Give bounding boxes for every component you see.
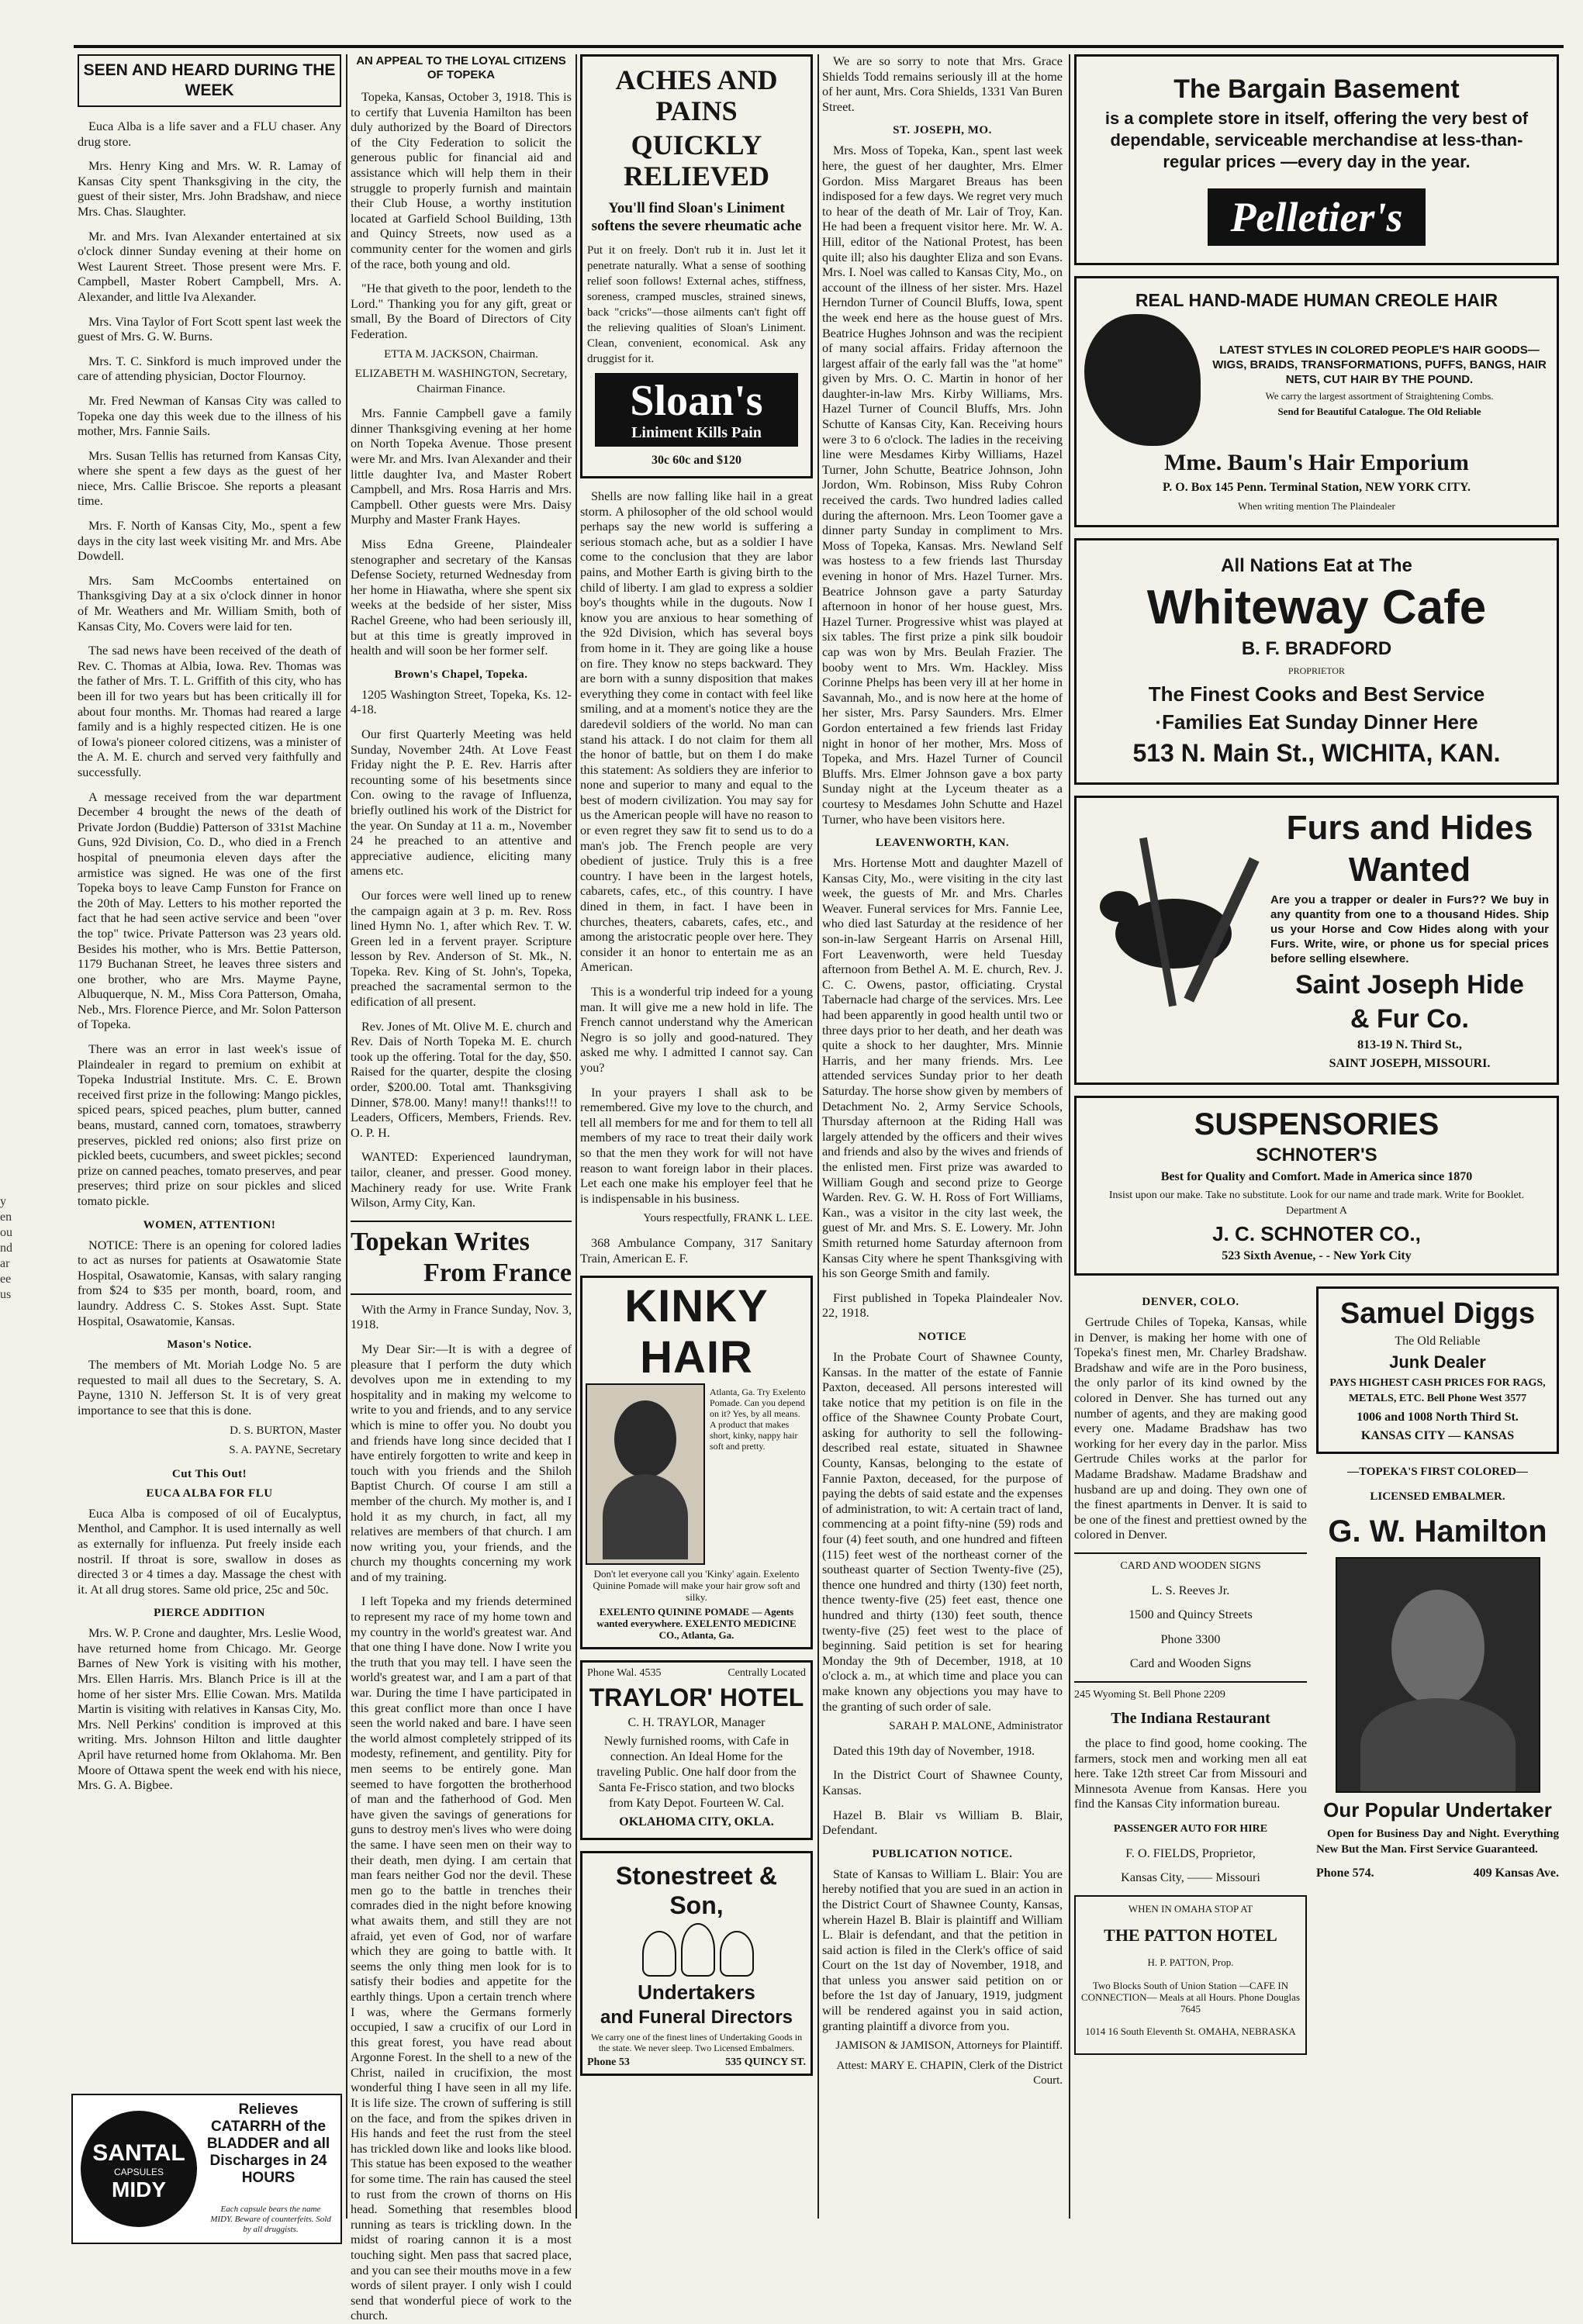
signs-sub: Card and Wooden Signs bbox=[1129, 1656, 1252, 1671]
column-1 bbox=[78, 54, 341, 2219]
bargain-basement-ad bbox=[1074, 54, 1559, 265]
signs-ad bbox=[1074, 1552, 1307, 1672]
appeal-heading: AN APPEAL TO THE LOYAL CITIZENS OF TOPEKA bbox=[356, 54, 566, 81]
samuel-diggs-ad bbox=[1316, 1286, 1559, 1454]
chapel-text: Rev. Jones of Mt. Olive M. E. church and Rev. Dais of North Topeka M. E. church took up the offering. Total for the day, $50. Raised for the quarter, despite the closing order, $200.00. Total amt. Thanksgiving Dinner, $78.00. Many! many!! thanks!!! to Leaders, Officers, Members, Friends. Rev. O. P. H. bbox=[351, 1019, 572, 1140]
denver-heading: DENVER, COLO. bbox=[1142, 1296, 1239, 1308]
suspensories-sub: SCHNOTER'S bbox=[1256, 1145, 1377, 1165]
patton-top: WHEN IN OMAHA STOP AT bbox=[1128, 1902, 1253, 1915]
aches-text: Put it on freely. Don't rub it in. Just let it penetrate naturally. What a sense of soothing relief soon follows! External aches, stiffness, soreness, cramped muscles, strained sinews, back "cricks"—those ailments can't fight off the relieving qualities of Sloan's Liniment. Clean, convenient, economical. Ask any druggist for it. bbox=[587, 244, 806, 365]
auto-line: PASSENGER AUTO FOR HIRE bbox=[1113, 1823, 1268, 1835]
column-2 bbox=[351, 54, 572, 2323]
topekan-text: I left Topeka and my friends determined to represent my race of my home town and my country in the world's greatest war. And that one thing I have done. Now I write you the truth that you may tell. I have seen the world's greatest war, and I am a part of that war. During the time I have participated in this great conflict more than once I have seen the world naked and bare. I have seen the world almost completely stripped of its modesty, refinement, and gentility. Pity for men seems to be entirely gone. Man seemed to have forgotten the brotherhood of man and the fatherhood of God. Men have given the savings of generations for guns to destroy men's lives who were doing the same. I have seen men on their way to their death, men dying. I am certain that man fears neither God nor the devil. These men go to the battle in trenches their comrades died in the night before knowing what awaits them, and still they are not afraid, yet even of God, nor of warfare which they are going to battle with. It seems the only thing men look for is to satisfy their bodies and appetite for the earthly things. Upon a certain trench where I was, where the Germans formerly occupied, I saw a crucifix of our Lord in this great forest, you have read about Argonne Forest. In the shell to a new of the Christ, nailed in crucifixion, the most wonderful thing I have seen in all my life. It is life size. The crown of suffering is still on the face, and from the spikes driven in His hands and feet the rust from the steel has trickled down like and looks like blood. This statue has been exposed to the weather for some time. The rain has caused the steel to rust from the crown of thorns on His head. Something that resembles blood running as tears is trickling down. In the midst of roaring cannon it is a most touching sight. Men pass that sacred place, and you can see their mouths move in a few words of silent prayer. I only wish I could send that wonderful piece of work to the church. bbox=[351, 1594, 572, 2323]
whiteway-address: 513 N. Main St., WICHITA, KAN. bbox=[1132, 739, 1501, 767]
signs-address: 1500 and Quincy Streets bbox=[1128, 1607, 1253, 1622]
traylor-text: Newly furnished rooms, with Cafe in connection. An Ideal Home for the traveling Public. One half door from the Santa Fe-Frisco station, and two blocks from Katy Depot. Fourteen W. Cal. bbox=[596, 1735, 797, 1811]
santal-capsule-icon bbox=[81, 2111, 197, 2227]
margin-text: en bbox=[0, 1210, 12, 1224]
notice-heading: NOTICE bbox=[918, 1330, 967, 1343]
masons-notice-heading: Mason's Notice. bbox=[167, 1338, 252, 1352]
hair-illustration bbox=[1084, 314, 1201, 446]
euca-alba-heading: EUCA ALBA FOR FLU bbox=[146, 1487, 273, 1500]
whiteway-line: The Finest Cooks and Best Service bbox=[1148, 682, 1485, 706]
stonestreet-note: We carry one of the finest lines of Undertaking Goods in the state. We never sleep. Two Licensed Embalmers. bbox=[590, 2032, 803, 2054]
undertaker-heading: Our Popular Undertaker bbox=[1323, 1798, 1552, 1822]
furs-text: Are you a trapper or dealer in Furs?? We buy in any quantity from one to a thousand Hides. Ship us your Horse and Cow Hides along with your Furs. Write, wire, or phone us for special prices before selling elsewhere. bbox=[1270, 893, 1549, 965]
patton-heading: THE PATTON HOTEL bbox=[1104, 1925, 1277, 1946]
news-item: Euca Alba is a life saver and a FLU chaser. Any drug store. bbox=[78, 119, 341, 149]
santal-midy: MIDY bbox=[112, 2177, 166, 2201]
signature: JAMISON & JAMISON, Attorneys for Plaintiff. bbox=[835, 2039, 1063, 2053]
stonestreet-phone: Phone 53 bbox=[587, 2056, 630, 2069]
wanted-ad: WANTED: Experienced laundryman, tailor, cleaner, and presser. Good money. Machinery ready for use. Write Frank Wilson, Army City, Kan. bbox=[351, 1150, 572, 1210]
news-item: Mrs. Sam McCoombs entertained on Thanksgiving Day at a six o'clock dinner in honor of Mr. Weathers and Mr. William Smith, both of Kansas City, Mo. Covers were laid for ten. bbox=[78, 573, 341, 634]
margin-text: ou bbox=[0, 1226, 12, 1239]
traylor-heading: TRAYLOR' HOTEL bbox=[589, 1683, 804, 1712]
topekan-salutation: My Dear Sir:—It is with a degree of pleasure that I perform the duty which devolves upon me in extending to my hospitality and in making my welcome to write to you and friends, and to any service which is mine to offer you. No doubt you and friends have long since decided that I have entirely forgotten to write and keep in touch with you friends and the Shiloh Baptist Church. Of course I am still a member of the church. My mother is, and I hold it as my church, in fact, all my relatives are members of that church. I am now writing you, your friends, and the church my thoughts concerning my work and of my training. bbox=[351, 1342, 572, 1584]
auto-name: F. O. FIELDS, Proprietor, bbox=[1125, 1846, 1256, 1860]
suspensories-address: 523 Sixth Avenue, - - New York City bbox=[1222, 1249, 1412, 1262]
notice-date: Dated this 19th day of November, 1918. bbox=[833, 1743, 1035, 1758]
signature: SARAH P. MALONE, Administrator bbox=[889, 1720, 1063, 1733]
topekan-dateline: With the Army in France Sunday, Nov. 3, 1918. bbox=[351, 1302, 572, 1332]
santal-midy-ad bbox=[71, 2094, 342, 2244]
chapel-text: Our first Quarterly Meeting was held Sunday, November 24th. At Love Feast Friday night the P. E. Rev. Harris after recounting some of his besetments since Con. owing to the ravage of Influenza, briefly outlined his work of the District for the year. On Sunday at 11 a. m., November 24 he preached to an attentive and appreciative audience, eliciting many amens etc. bbox=[351, 727, 572, 879]
col5-lower-right bbox=[1316, 1286, 1559, 2055]
aches-heading-1: ACHES AND PAINS bbox=[615, 64, 778, 126]
st-joseph-heading: ST. JOSEPH, MO. bbox=[893, 124, 992, 137]
indiana-restaurant-ad bbox=[1074, 1681, 1307, 1886]
letter-text: Shells are now falling like hail in a great storm. A philosopher of the old school would perhaps say the new world is suffering a serious stomach ache, but as a soldier I have come to the conclusion that they are labor pains, and Mother Earth is giving birth to the child of liberty. I am glad to express a soldier boy's thoughts while in the dugouts. Now I know you are anxious to hear something of the 92d Division, which has several boys from home in it. They are going like a house on fire. They know no steps backward. They are born with a sunny disposition that makes everything they come in contact with feel like smiling, and at a moment's notice they are the daredevil soldiers of the world. No man can stand his attack. I do not claim for them all the honor of battle, but on them I do make this statement: As soldiers they are inferior to none and superior to many and equal to the best of modern civilization. You may say for us the American people will have no reason to or even regret they saw fit to send us to do a man's job. The French people are very obedient of justice. Truly this is a free country. I have been in the largest hotels, cabarets, cafes, etc., of this country. I have dined in them, in fact. I have been in churches, theaters, cabarets, cafes, etc., and among the aristocratic people over here. They consider it an honor to entertain me as an American. bbox=[580, 489, 813, 975]
news-item: Miss Edna Greene, Plaindealer stenographer and secretary of the Kansas Defense Society, returned Wednesday from her home in Hiawatha, where she spent six weeks at the bedside of her sister, Miss Rachel Greene, who had been seriously ill, but at this time is greatly improved in health and will soon be her former self. bbox=[351, 537, 572, 658]
indiana-text: the place to find good, home cooking. The farmers, stock men and working men all eat here. Take 12th street Car from Missouri and Minnesota Avenue from Kansas. Here you find the Kansas City information bureau. bbox=[1074, 1736, 1307, 1811]
margin-text: nd bbox=[0, 1241, 12, 1255]
undertaker-contact bbox=[1316, 1866, 1559, 1880]
kinky-side-text: Atlanta, Ga. Try Exelento Pomade. Can you depend on it? Yes, by all means. A product that makes short, kinky, nappy hair soft and pretty. bbox=[710, 1386, 806, 1452]
whiteway-line: ·Families Eat Sunday Dinner Here bbox=[1155, 710, 1478, 734]
top-rule bbox=[74, 45, 1564, 48]
furs-heading-2: Wanted bbox=[1348, 851, 1471, 889]
kinky-hair-ad bbox=[580, 1276, 813, 1649]
suspensories-heading: SUSPENSORIES bbox=[1194, 1107, 1440, 1141]
stonestreet-address: 535 QUINCY ST. bbox=[725, 2056, 806, 2069]
publication-notice-text: State of Kansas to William L. Blair: You are hereby notified that you are sued in an action in the District Court of Shawnee County, Kansas, wherein Hazel B. Blair is plaintiff and William L. Blair is defendant, and that the petition in said action is filed in the Clerk's office of said Court on the 1st day of November, 1918, and that unless you answer said petition on or before the 1st day of January, 1919, judgment will be rendered against you in said action, granting plaintiff a divorce from you. bbox=[822, 1866, 1063, 2033]
euca-alba-text: Euca Alba is composed of oil of Eucalyptus, Menthol, and Camphor. It is used internally as well as externally for influenza. Put freely inside each nostril. If throat is sore, swallow in doses as directed 3 or 4 times a day. Massage the chest with it. At all drug stores. Same old price, 25c and 50c. bbox=[78, 1506, 341, 1597]
masons-notice-text: The members of Mt. Moriah Lodge No. 5 are requested to mail all dues to the Secretary, S. A. Payne, 1310 N. Jefferson St. It is of very great importance to see that this is done. bbox=[78, 1358, 341, 1418]
aches-subhead: You'll find Sloan's Liniment softens the severe rheumatic ache bbox=[591, 200, 802, 234]
furs-company-2: & Fur Co. bbox=[1350, 1004, 1469, 1034]
suspensories-line: Insist upon our make. Take no substitute. Look for our name and trade mark. Write for Booklet. Department A bbox=[1108, 1190, 1525, 1217]
traylor-phone-row bbox=[587, 1667, 806, 1680]
kinky-bottom: EXELENTO QUININE POMADE — Agents wanted everywhere. EXELENTO MEDICINE CO., Atlanta, Ga. bbox=[596, 1606, 797, 1642]
furs-address: SAINT JOSEPH, MISSOURI. bbox=[1329, 1057, 1491, 1070]
hamilton-ad bbox=[1316, 1465, 1559, 1549]
santal-note: Each capsule bears the name MIDY. Beware of counterfeits. Sold by all druggists. bbox=[210, 2205, 331, 2234]
animal-illustration bbox=[1084, 806, 1263, 1023]
news-item: There was an error in last week's issue of Plaindealer in regard to premium on exhibit at Topeka Industrial Institute. Mrs. C. E. Brown received first prize in the following: Mango pickles, spiced pears, spiced peaches, plum butter, canned beans, mustard, canned corn, tomatoes, strawberry preserves, pickled red onions; also first prize on pickled beets, cucumbers, and sweet pickles; second prize on canned peaches, tomato preserves, and pear preserves; third prize on sour pickles and sliced tomato pickle. bbox=[78, 1042, 341, 1208]
traylor-phone: Phone Wal. 4535 bbox=[587, 1667, 662, 1680]
furs-hides-ad bbox=[1074, 796, 1559, 1085]
signature: S. A. PAYNE, Secretary bbox=[229, 1444, 341, 1457]
browns-chapel-heading: Brown's Chapel, Topeka. bbox=[394, 668, 528, 681]
pierce-addition-heading: PIERCE ADDITION bbox=[154, 1607, 265, 1620]
kinky-caption: Don't let everyone call you 'Kinky' again. Exelento Quinine Pomade will make your hair grow soft and silky. bbox=[593, 1568, 800, 1604]
creole-heading: REAL HAND-MADE HUMAN CREOLE HAIR bbox=[1135, 290, 1498, 310]
santal-headline: Relieves CATARRH of the BLADDER and all Discharges in 24 HOURS bbox=[206, 2101, 330, 2186]
topekan-heading-1: Topekan Writes bbox=[351, 1227, 530, 1256]
section-header-seen-and-heard: SEEN AND HEARD DURING THE WEEK bbox=[78, 54, 341, 107]
furs-body bbox=[1084, 806, 1549, 1075]
creole-note: Send for Beautiful Catalogue. The Old Reliable bbox=[1277, 405, 1481, 417]
margin-text: y bbox=[0, 1195, 6, 1208]
news-item: Mrs. Vina Taylor of Fort Scott spent last week the guest of Mrs. G. W. Burns. bbox=[78, 314, 341, 344]
letter-closing: Yours respectfully, FRANK L. LEE. bbox=[643, 1212, 813, 1225]
women-attention-heading: WOMEN, ATTENTION! bbox=[143, 1218, 276, 1231]
lilies-illustration bbox=[627, 1923, 766, 1977]
patton-hotel-ad bbox=[1074, 1895, 1307, 2055]
patton-prop: H. P. PATTON, Prop. bbox=[1147, 1956, 1234, 1969]
signature: ELIZABETH M. WASHINGTON, Secretary, Chairman Finance. bbox=[354, 368, 568, 395]
diggs-address: 1006 and 1008 North Third St. bbox=[1357, 1411, 1519, 1424]
whiteway-owner: B. F. BRADFORD bbox=[1241, 638, 1392, 659]
column-divider bbox=[575, 54, 577, 2219]
woman-portrait-illustration bbox=[586, 1383, 705, 1565]
probate-notice-text: In the Probate Court of Shawnee County, Kansas. In the matter of the estate of Fannie Paxton, deceased. All persons interested will take notice that my petition is on file in the office of the Shawnee County Probate Court, asking for authority to sell the following-described real estate, situated in Shawnee County, Kansas, belonging to the estate of Fannie Paxton, deceased, for the purpose of paying the debts of said estate and the expenses of administration, to wit: A certain tract of land, commencing at a point fifty-nine (59) rods and four (4) feet south, and one hundred and fifteen (115) feet west of the northeast corner of the southeast quarter of Section Twenty-five (25), thence one hundred and thirty (130) feet north, thence twenty-five (25) feet east, thence one hundred and thirty (130) feet south, thence twenty-five (25) feet west to the place of beginning. Said petition is set for hearing Monday the 9th of December, 1918, at 10 o'clock a. m., at which time and place you can make known any objections you may have to the granting of such order of sale. bbox=[822, 1349, 1063, 1714]
leavenworth-text: Mrs. Hortense Mott and daughter Mazell of Kansas City, Mo., were visiting in the city last week, the guests of Mr. and Mrs. Charles Weaver. Funeral services for Mrs. Fannie Lee, who died last Saturday at the residence of her son-in-law Sergeant Harris on Arsenal Hill, Fort Leavenworth, were held Tuesday afternoon from Bethel A. M. E. church, Rev. J. C. C. Owens, pastor, officiating. Crystal Tabernacle had charge of the services. Mrs. Lee had been apparently in good health until two or three days prior to her death, and her death was quite a shock to her daughter, Mrs. Minnie Harris, and her many friends. Mrs. Lee attended services Sunday prior to her death Saturday. The horse show given by members of Detachment No. 2, Army Service Schools, Thursday afternoon at the Riding Hall was largely attended by the officers and their wives and friends and also by the wives and friends of the enlisted men. First prize was awarded to William Gough and second prize to George Warden. Rev. G. W. H. Ross of Fort Williams, Kan., was a visitor in the city last week, the guest of Mr. and Mrs. S. E. Lowery. Mr. John Smith returned home Saturday afternoon from Kansas City where he spent Thanksgiving with his son George Smith and family. bbox=[822, 856, 1063, 1281]
suspensories-company: J. C. SCHNOTER CO., bbox=[1212, 1222, 1421, 1245]
sloans-prices: 30c 60c and $120 bbox=[652, 454, 741, 467]
sloans-name: Sloan's bbox=[630, 377, 763, 425]
margin-text: ar bbox=[0, 1257, 10, 1270]
creole-name: Mme. Baum's Hair Emporium bbox=[1164, 450, 1469, 475]
whiteway-cafe-ad bbox=[1074, 538, 1559, 785]
news-item: Mrs. Henry King and Mrs. W. R. Lamay of Kansas City spent Thanksgiving in the city, the guest of their sister, Mrs. John Bradshaw, and niece Mrs. Chas. Slaughter. bbox=[78, 159, 341, 219]
appeal-text: Topeka, Kansas, October 3, 1918. This is to certify that Luvenia Hamilton has been duly authorized by the Board of Directors of the City Federation to solicit the generous public for financial aid and assistance which will help them in their struggle to properly furnish and maintain their Club House, a worthy institution located at Garfield School Building, 13th and Quincy Streets, now used as a community center for the women and girls of the race, both young and old. bbox=[351, 90, 572, 271]
creole-hair-ad bbox=[1074, 276, 1559, 527]
furs-address: 813-19 N. Third St., bbox=[1357, 1038, 1462, 1051]
sloans-logo bbox=[595, 373, 798, 447]
bargain-text: is a complete store in itself, offering the very best of dependable, serviceable merchandise at less-than-regular prices —every day in the year. bbox=[1104, 109, 1529, 171]
column-divider bbox=[346, 54, 347, 2219]
creole-body bbox=[1084, 314, 1549, 446]
pierce-addition-text: Mrs. W. P. Crone and daughter, Mrs. Leslie Wood, have returned home from Chicago. Mr. George Barnes of New York is visiting with his mother, Mrs. Ellen Harris. Mrs. Blanch Price is ill at the home of her sister Mrs. Ellie Cowan. Mrs. Matilda Martin is visiting with relatives in Kansas City, Mo. Mrs. Nell Perkins' condition is improved at this writing. Mrs. Johnson Hilton and little daughter April have returned home from Oklahoma. Mr. Ben Moore of Ottawa spent the week end with his niece, Mrs. G. A. Bigbee. bbox=[78, 1626, 341, 1793]
sloans-liniment-ad bbox=[580, 54, 813, 478]
undertaker-phone: Phone 574. bbox=[1316, 1866, 1374, 1880]
stonestreet-sub2: and Funeral Directors bbox=[600, 2007, 793, 2029]
news-item: We are so sorry to note that Mrs. Grace Shields Todd remains seriously ill at the home of her aunt, Mrs. Cora Shields, 1331 Van Buren Street. bbox=[822, 54, 1063, 114]
suspensories-ad bbox=[1074, 1096, 1559, 1276]
kinky-body bbox=[586, 1383, 807, 1565]
column-4 bbox=[822, 54, 1063, 2219]
topekan-heading-2: From France bbox=[423, 1258, 572, 1287]
traylor-city: OKLAHOMA CITY, OKLA. bbox=[619, 1815, 774, 1829]
news-item: Mrs. F. North of Kansas City, Mo., spent a few days in the city last week visiting Mr. and Mrs. Abe Dowdell. bbox=[78, 519, 341, 564]
news-item: Mrs. T. C. Sinkford is much improved under the care of attending physician, Doctor Flournoy. bbox=[78, 354, 341, 384]
auto-city: Kansas City, —— Missouri bbox=[1121, 1870, 1260, 1885]
undertaker-text: Open for Business Day and Night. Everything New But the Man. First Service Guaranteed. bbox=[1316, 1828, 1559, 1856]
undertaker-portrait bbox=[1336, 1557, 1540, 1793]
stonestreet-ad bbox=[580, 1851, 813, 2076]
furs-company-1: Saint Joseph Hide bbox=[1295, 970, 1524, 1000]
hamilton-top: —TOPEKA'S FIRST COLORED— bbox=[1347, 1466, 1528, 1478]
appeal-quote: "He that giveth to the poor, lendeth to the Lord." Thanking you for any gift, great or small, By the Board of Directors of City Federation. bbox=[351, 281, 572, 341]
signature: ETTA M. JACKSON, Chairman. bbox=[384, 347, 538, 361]
notice-pub-line: First published in Topeka Plaindealer Nov. 22, 1918. bbox=[822, 1290, 1063, 1321]
column-divider bbox=[1069, 54, 1070, 2219]
st-joseph-text: Mrs. Moss of Topeka, Kan., spent last week here, the guest of her daughter, Mrs. Elmer Gordon. Miss Margaret Breaus has been indisposed for a few days. We regret very much to hear of the death of Mr. Lair of Troy, Kan. He had been a frequent visitor here. Mr. W. A. Hill, editor of the National Protest, has been quite ill; also his daughter Eliza and son Evans. Mrs. I. Noel was called to Kansas City, Mo., on account of the illness of her sister. Mrs. Hazel Herndon Turner of Council Bluffs, Iowa, spent the week end here as the house guest of Mrs. Beatrice Hughes Johnson and was the recipient of many social affairs. Friday afternoon the largest affair of the early fall was the "at home" given by Mrs. O. C. Martin in honor of her daughter-in-law Mrs. Kirby Williams, Mrs. Hazel Turner of Council Bluffs, Mrs. John Schutte of Kansas City, Kan. Receiving hours were 3 to 6 o'clock. The ladies in the receiving line were Mesdames Kirby Williams, Hazel Turner, John Schutte, Beatrice Johnson, John Jordon, Wm. Robinson, Miss Ruby Cohron received the cards. Two hundred ladies called during the afternoon. Mrs. Leon Toomer gave a dinner party Sunday in compliment to Mrs. Moss of Topeka, Kansas. Mrs. Newland Self was hostess to a few friends last Thursday evening in honor of Mrs. Hazel Turner. Mrs. Beatrice Johnson gave a party Saturday afternoon in honor of her house guest, Mrs. Hazel Turner. Progressive whist was played at six tables. The first prize a pink silk boudoir cap was won by Mrs. Beulah Frazier. The booby went to Mrs. Wm. Hackley. Miss Corinne Phelps has been very ill at her home in Savannah, Mo., and is now here at the home of her sister, Mrs. Parsy Saunders. Mrs. Elmer Gordon entertained a few friends last Friday night in honor of her mother, Mrs. Moss of Topeka, and Mrs. Hazel Turner of Council Bluffs. Mrs. Elmer Johnson gave a box party Sunday night at the Lyceum theater as a courtesy to Mesdames John Schutte and Hazel Turner, who have been visitors here. bbox=[822, 143, 1063, 827]
news-item: Mr. and Mrs. Ivan Alexander entertained at six o'clock dinner Sunday evening at their home on West Laurent Street. Those present were Mrs. F. Campbell, Master Robert Campbell, Mrs. A. Alexander, and little Iva Alexander. bbox=[78, 229, 341, 304]
kinky-heading: KINKY HAIR bbox=[624, 1281, 769, 1383]
indiana-heading: The Indiana Restaurant bbox=[1111, 1710, 1270, 1728]
signature: D. S. BURTON, Master bbox=[230, 1424, 341, 1437]
indiana-address: 245 Wyoming St. Bell Phone 2209 bbox=[1074, 1688, 1225, 1701]
news-item: A message received from the war department December 4 brought the news of the death of Private Jordon (Buddie) Patterson of 331st Machine Guns, 92d Division, Co. D., who died in a French hospital of pneumonia eleven days after the armistice was signed. He was one of the first Topeka boys to leave Camp Funston for France on the 20th of May. Letters to his mother reported the fact that he had seen active service and been "over the top" twice. Private Patterson was 23 years old. Besides his mother, who is Mrs. Bettie Patterson, 1179 Buchanan Street, he leaves three sisters and one brother, who are Mrs. Mayme Payne, Albuquerque, N. M., Miss Cora Patterson, Omaha, Neb., Mrs. Florence Pierce, and Mr. Solon Patterson of Topeka. bbox=[78, 789, 341, 1032]
stonestreet-sub1: Undertakers bbox=[638, 1980, 755, 2005]
column-divider bbox=[817, 54, 819, 2219]
diggs-sub: The Old Reliable bbox=[1395, 1335, 1481, 1348]
stonestreet-contact bbox=[587, 2056, 806, 2069]
traylor-hotel-ad bbox=[580, 1660, 813, 1840]
traylor-location: Centrally Located bbox=[728, 1667, 806, 1680]
publication-notice-heading: PUBLICATION NOTICE. bbox=[872, 1847, 1013, 1860]
letter-text: This is a wonderful trip indeed for a young man. It will give me a new hold in life. The French cannot understand why the American Negro is so jolly and good-natured. They asked me why. I admitted I cannot say. Can you? bbox=[580, 985, 813, 1075]
chapel-text: Our forces were well lined up to renew the campaign again at 3 p. m. Rev. Ross lined Hymn No. 1, after which Rev. T. W. Green led in a fervent prayer. Scripture lesson by Rev. Anderson of St. Mk., N. Topeka. Rev. King of St. John's, Topeka, preached the sacramental sermon to the edification of all present. bbox=[351, 888, 572, 1010]
news-item: The sad news have been received of the death of Rev. C. Thomas at Albia, Iowa. Rev. Thomas was the father of Mrs. T. L. Griffith of this city, who has been ill for two years but has been critically ill for about four months. Mr. Thomas had reared a large family and is a highly respected citizen. He is one of Iowa's pioneer colored citizens, was a minister of the A. M. E. church and served very faithfully and successfully. bbox=[78, 644, 341, 779]
undertaker-address: 409 Kansas Ave. bbox=[1473, 1866, 1559, 1880]
traylor-manager: C. H. TRAYLOR, Manager bbox=[627, 1716, 766, 1730]
signs-phone: Phone 3300 bbox=[1160, 1632, 1221, 1646]
whiteway-role: PROPRIETOR bbox=[1287, 665, 1346, 676]
news-item: Mrs. Fannie Campbell gave a family dinner Thanksgiving evening at her home on North Topeka Avenue. Those present were Mr. and Mrs. Ivan Alexander and their little daughter Iva, and Master Robert Campbell, and Mrs. Rosa Harris and Mrs. Campbell. Other guests were Mrs. Daisy Murphy and Master Frank Hayes. bbox=[351, 406, 572, 527]
denver-text: Gertrude Chiles of Topeka, Kansas, while in Denver, is making her home with one of Topeka's finest men, Mr. Charley Bradshaw. Bradshaw and wife are in the Poro business, the only parlor of its kind owned by the colored in Denver. She has turned out any number of agents, and they are making good every one. Madame Bradshaw has two working for her every day in the parlor. Miss Gertrude Chiles works at the parlor for Madame Bradshaw. Madame Bradshaw and husband are up and doing. They own one of the finest apartments in Denver. It is said to be one of the finest and prettiest owned by the colored in Denver. bbox=[1074, 1315, 1307, 1542]
topekan-header bbox=[351, 1221, 572, 1295]
diggs-heading: Samuel Diggs bbox=[1339, 1297, 1536, 1330]
margin-text: ee bbox=[0, 1273, 12, 1286]
letter-text: In your prayers I shall ask to be remembered. Give my love to the church, and tell all members for me and for them to tell all members of my race to treat their daily work so that the men they work for will not have reason to want foreign labor in their places. Let each one make his employer feel that he is indispensable in his business. bbox=[580, 1085, 813, 1206]
col5-lower bbox=[1074, 1286, 1559, 2055]
sloans-sub: Liniment Kills Pain bbox=[631, 424, 762, 441]
santal-capsules: CAPSULES bbox=[113, 2167, 164, 2177]
news-item: Mr. Fred Newman of Kansas City was called to Topeka one day this week due to the illness of his mother, Mrs. Fannie Sails. bbox=[78, 393, 341, 439]
stonestreet-heading: Stonestreet & Son, bbox=[615, 1862, 778, 1920]
notice-parties: Hazel B. Blair vs William B. Blair, Defendant. bbox=[822, 1808, 1063, 1838]
creole-address: P. O. Box 145 Penn. Terminal Station, NEW YORK CITY. bbox=[1162, 481, 1471, 494]
leavenworth-heading: LEAVENWORTH, KAN. bbox=[875, 837, 1010, 850]
whiteway-heading: Whiteway Cafe bbox=[1146, 581, 1487, 634]
letter-address: 368 Ambulance Company, 317 Sanitary Train, American E. F. bbox=[580, 1235, 813, 1266]
pelletiers-logo: Pelletier's bbox=[1208, 188, 1426, 246]
column-3 bbox=[580, 54, 813, 2219]
diggs-text: PAYS HIGHEST CASH PRICES FOR RAGS, METALS, ETC. Bell Phone West 3577 bbox=[1329, 1377, 1546, 1404]
margin-text: us bbox=[0, 1288, 12, 1301]
cut-this-out-heading: Cut This Out! bbox=[171, 1467, 247, 1480]
furs-heading-1: Furs and Hides bbox=[1286, 809, 1533, 847]
chapel-address: 1205 Washington Street, Topeka, Ks. 12-4-18. bbox=[351, 687, 572, 717]
aches-heading-2: QUICKLY RELIEVED bbox=[623, 129, 770, 192]
creole-text: LATEST STYLES IN COLORED PEOPLE'S HAIR GOODS—WIGS, BRAIDS, TRANSFORMATIONS, PUFFS, BANGS, HAIR NETS, CUT HAIR BY THE POUND. bbox=[1212, 343, 1547, 386]
bargain-heading: The Bargain Basement bbox=[1173, 74, 1460, 104]
hamilton-heading: G. W. Hamilton bbox=[1328, 1514, 1547, 1549]
suspensories-line: Best for Quality and Comfort. Made in America since 1870 bbox=[1160, 1170, 1473, 1183]
column-5 bbox=[1074, 54, 1559, 2219]
signs-name: L. S. Reeves Jr. bbox=[1151, 1583, 1230, 1597]
signature: Attest: MARY E. CHAPIN, Clerk of the District Court. bbox=[836, 2059, 1063, 2087]
col5-lower-left bbox=[1074, 1286, 1307, 2055]
news-item: Mrs. Susan Tellis has returned from Kansas City, where she spent a few days as the guest of her niece, Mrs. Callie Briscoe. She reports a pleasant time. bbox=[78, 448, 341, 509]
hamilton-sub: LICENSED EMBALMER. bbox=[1370, 1490, 1505, 1503]
notice-court: In the District Court of Shawnee County, Kansas. bbox=[822, 1768, 1063, 1797]
whiteway-top: All Nations Eat at The bbox=[1221, 555, 1412, 576]
diggs-sub2: Junk Dealer bbox=[1389, 1352, 1486, 1372]
margin-fragments bbox=[0, 1194, 62, 1303]
patton-text: Two Blocks South of Union Station —CAFE IN CONNECTION— Meals at all Hours. Phone Douglas 7645 bbox=[1081, 1980, 1300, 2015]
creole-mention: When writing mention The Plaindealer bbox=[1238, 500, 1395, 512]
santal-brand: SANTAL bbox=[92, 2140, 185, 2166]
signs-heading: CARD AND WOODEN SIGNS bbox=[1120, 1559, 1261, 1572]
women-attention-text: NOTICE: There is an opening for colored ladies to act as nurses for patients at Osawatomie State Hospital, Osawatomie, Kansas, with salary ranging from $24 to $35 per month, board, room, and laundry. Address C. S. Stokes Asst. Supt. State Hospital, Osawatomie, Kansas. bbox=[78, 1238, 341, 1328]
patton-address: 1014 16 South Eleventh St. OMAHA, NEBRASKA bbox=[1085, 2025, 1296, 2037]
diggs-city: KANSAS CITY — KANSAS bbox=[1360, 1429, 1515, 1442]
creole-note: We carry the largest assortment of Straightening Combs. bbox=[1265, 389, 1494, 402]
